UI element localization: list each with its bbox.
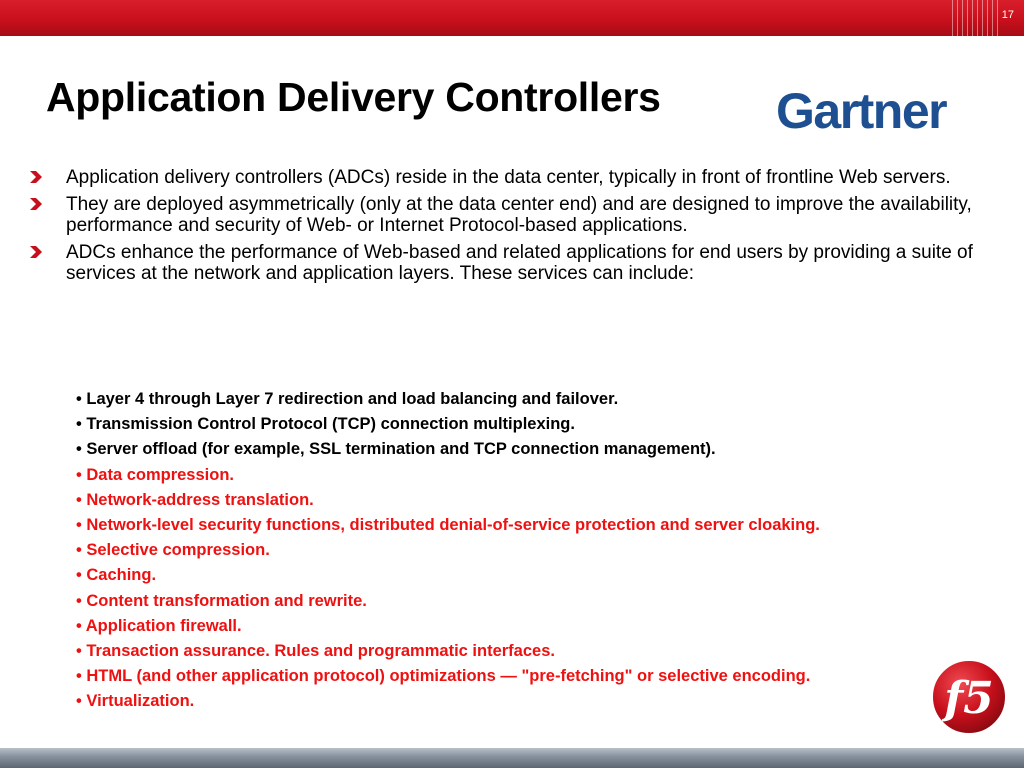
top-header-bar (0, 0, 1024, 36)
service-item: • Virtualization. (76, 692, 195, 711)
bullet-text: Application delivery controllers (ADCs) reside in the data center, typically in front of frontline Web servers. (66, 167, 951, 188)
service-item: • Network-address translation. (76, 490, 314, 509)
arrow-bullet-icon (30, 171, 42, 183)
header-stripes-decoration (952, 0, 998, 36)
bullet-item (28, 194, 998, 236)
service-item: • Transaction assurance. Rules and programmatic interfaces. (76, 642, 555, 661)
service-item: • Caching. (76, 566, 157, 585)
bullet-text: They are deployed asymmetrically (only at the data center end) and are designed to improve the availability, performance and security of Web- or Internet Protocol-based applications. (66, 194, 972, 236)
service-item: • Data compression. (76, 465, 234, 484)
slide-title: Application Delivery Controllers (46, 74, 661, 120)
bullet-item (28, 167, 998, 188)
bottom-footer-bar (0, 748, 1024, 768)
gartner-logo: Gartner (776, 83, 947, 139)
service-item: • Transmission Control Protocol (TCP) connection multiplexing. (76, 415, 575, 434)
service-item: • Selective compression. (76, 541, 270, 560)
slide-number: 17 (1001, 9, 1014, 21)
service-item: • Layer 4 through Layer 7 redirection and load balancing and failover. (76, 390, 619, 408)
service-item: • HTML (and other application protocol) optimizations — "pre-fetching" or selective encoding. (76, 667, 811, 686)
arrow-bullet-icon (30, 198, 42, 210)
bullet-list (28, 167, 998, 290)
service-item: • Application firewall. (76, 616, 242, 635)
bullet-text: ADCs enhance the performance of Web-based and related applications for end users by providing a suite of services at the network and application layers. These services can include: (66, 242, 973, 284)
service-item: • Server offload (for example, SSL termination and TCP connection management). (76, 440, 716, 459)
bullet-item (28, 242, 998, 284)
service-item: • Network-level security functions, distributed denial-of-service protection and server cloaking. (76, 516, 820, 535)
services-list (76, 387, 1006, 715)
arrow-bullet-icon (30, 246, 42, 258)
f5-logo-text: f5 (944, 673, 994, 724)
service-item: • Content transformation and rewrite. (76, 591, 367, 610)
f5-logo (929, 657, 1009, 737)
